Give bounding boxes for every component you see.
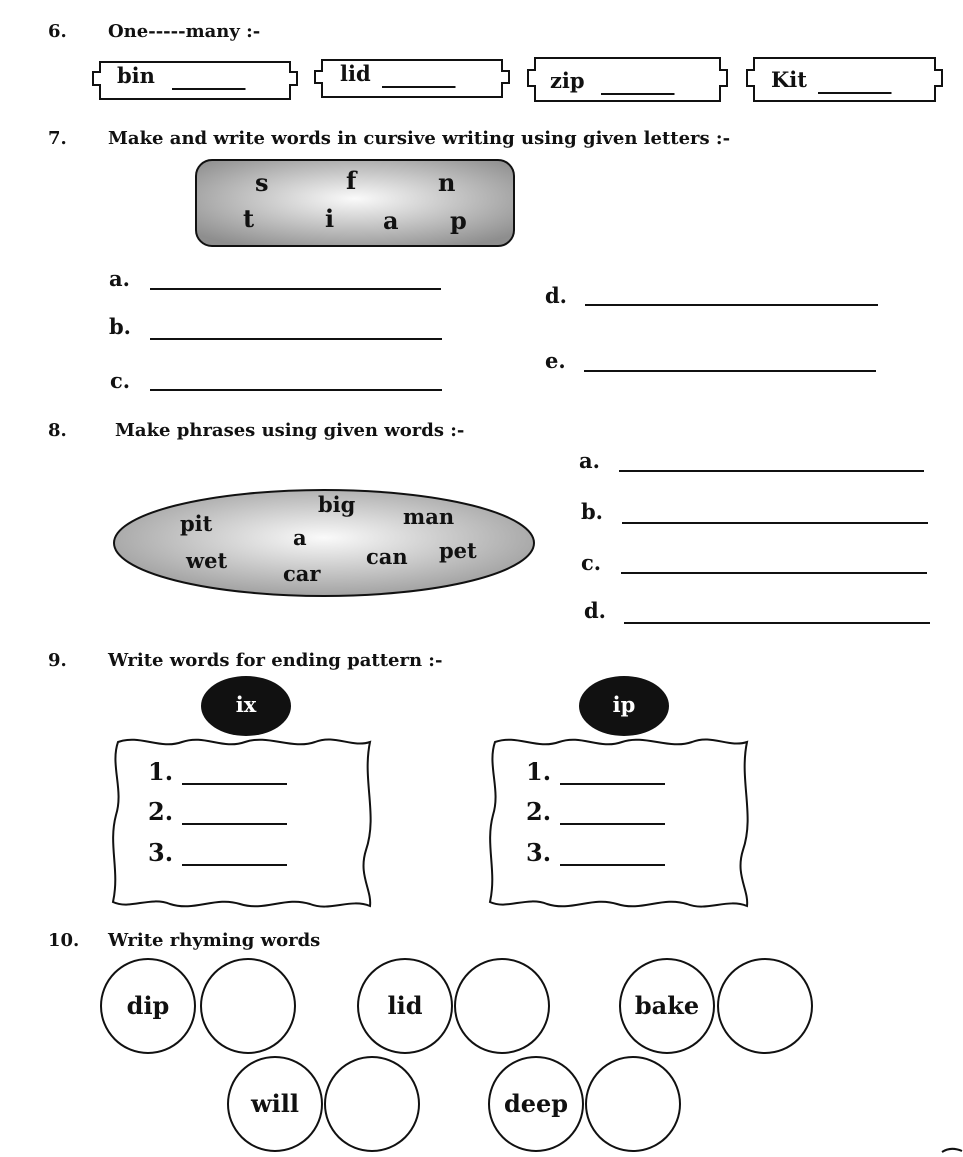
phrase-word: pit (180, 511, 213, 536)
answer-label: b. (581, 499, 603, 524)
answer-line[interactable] (585, 304, 878, 306)
letter-tile: p (450, 206, 467, 235)
answer-line[interactable] (622, 522, 928, 524)
letter-tile: s (255, 168, 269, 197)
q6-word: lid (340, 61, 371, 86)
question-number-9: 9. (48, 650, 67, 671)
answer-line[interactable] (150, 389, 442, 391)
letter-tile: f (346, 166, 357, 195)
answer-line[interactable] (619, 470, 924, 472)
answer-line[interactable] (621, 572, 927, 574)
answer-label: a. (109, 266, 130, 291)
answer-line[interactable] (182, 864, 287, 866)
page-corner-mark (942, 1149, 962, 1152)
rhyme-word: dip (126, 991, 170, 1020)
answer-label: e. (545, 348, 566, 373)
phrase-word: can (366, 544, 408, 569)
pattern-item-label: 1. (526, 757, 552, 786)
rhyme-answer-circle[interactable] (718, 959, 812, 1053)
phrase-word: car (283, 561, 321, 586)
rhyme-answer-circle[interactable] (201, 959, 295, 1053)
answer-label: d. (584, 598, 606, 623)
q6-word: Kit (771, 67, 807, 92)
rhyme-answer-circle[interactable] (325, 1057, 419, 1151)
answer-label: d. (545, 283, 567, 308)
question-title-10: Write rhyming words (108, 930, 321, 951)
phrase-word: big (318, 492, 356, 517)
rhyme-answer-circle[interactable] (455, 959, 549, 1053)
rhyme-answer-circle[interactable] (586, 1057, 680, 1151)
pattern-item-label: 1. (148, 757, 174, 786)
question-title-8: Make phrases using given words :- (115, 420, 465, 441)
rhyme-word: bake (634, 991, 700, 1020)
q6-word: bin (117, 63, 155, 88)
letter-tile: a (383, 206, 399, 235)
answer-line[interactable] (624, 622, 930, 624)
letter-tile: i (325, 204, 335, 233)
answer-label: a. (579, 448, 600, 473)
rhyme-word: lid (387, 991, 423, 1020)
question-title-7: Make and write words in cursive writing using given letters :- (108, 128, 731, 149)
rhyme-word: deep (503, 1089, 569, 1118)
pattern-ending: ix (235, 692, 257, 717)
phrase-word: a (293, 525, 307, 550)
letter-tile: n (438, 168, 456, 197)
q6-blank[interactable]: _______ (818, 69, 892, 94)
pattern-item-label: 2. (526, 797, 552, 826)
answer-line[interactable] (182, 823, 287, 825)
question-title-9: Write words for ending pattern :- (108, 650, 443, 671)
phrase-word: pet (439, 538, 477, 563)
answer-line[interactable] (150, 338, 442, 340)
answer-label: b. (109, 314, 131, 339)
letter-tile: t (243, 204, 255, 233)
q6-word: zip (550, 68, 585, 93)
question-number-6: 6. (48, 21, 67, 42)
answer-line[interactable] (584, 370, 876, 372)
q6-blank[interactable]: _______ (601, 70, 675, 95)
question-number-7: 7. (48, 128, 67, 149)
question-number-8: 8. (48, 420, 67, 441)
pattern-item-label: 2. (148, 797, 174, 826)
question-title-6: One-----many :- (108, 21, 261, 42)
phrase-word: wet (186, 548, 228, 573)
rhyme-word: will (250, 1089, 299, 1118)
answer-line[interactable] (560, 864, 665, 866)
answer-label: c. (581, 550, 602, 575)
answer-label: c. (110, 368, 131, 393)
q6-blank[interactable]: _______ (172, 65, 246, 90)
answer-line[interactable] (560, 823, 665, 825)
question-number-10: 10. (48, 930, 80, 951)
answer-line[interactable] (182, 783, 287, 785)
pattern-ending: ip (612, 692, 636, 717)
phrase-word: man (403, 504, 455, 529)
answer-line[interactable] (560, 783, 665, 785)
q6-blank[interactable]: _______ (382, 63, 456, 88)
pattern-item-label: 3. (148, 838, 174, 867)
answer-line[interactable] (150, 288, 441, 290)
pattern-item-label: 3. (526, 838, 552, 867)
